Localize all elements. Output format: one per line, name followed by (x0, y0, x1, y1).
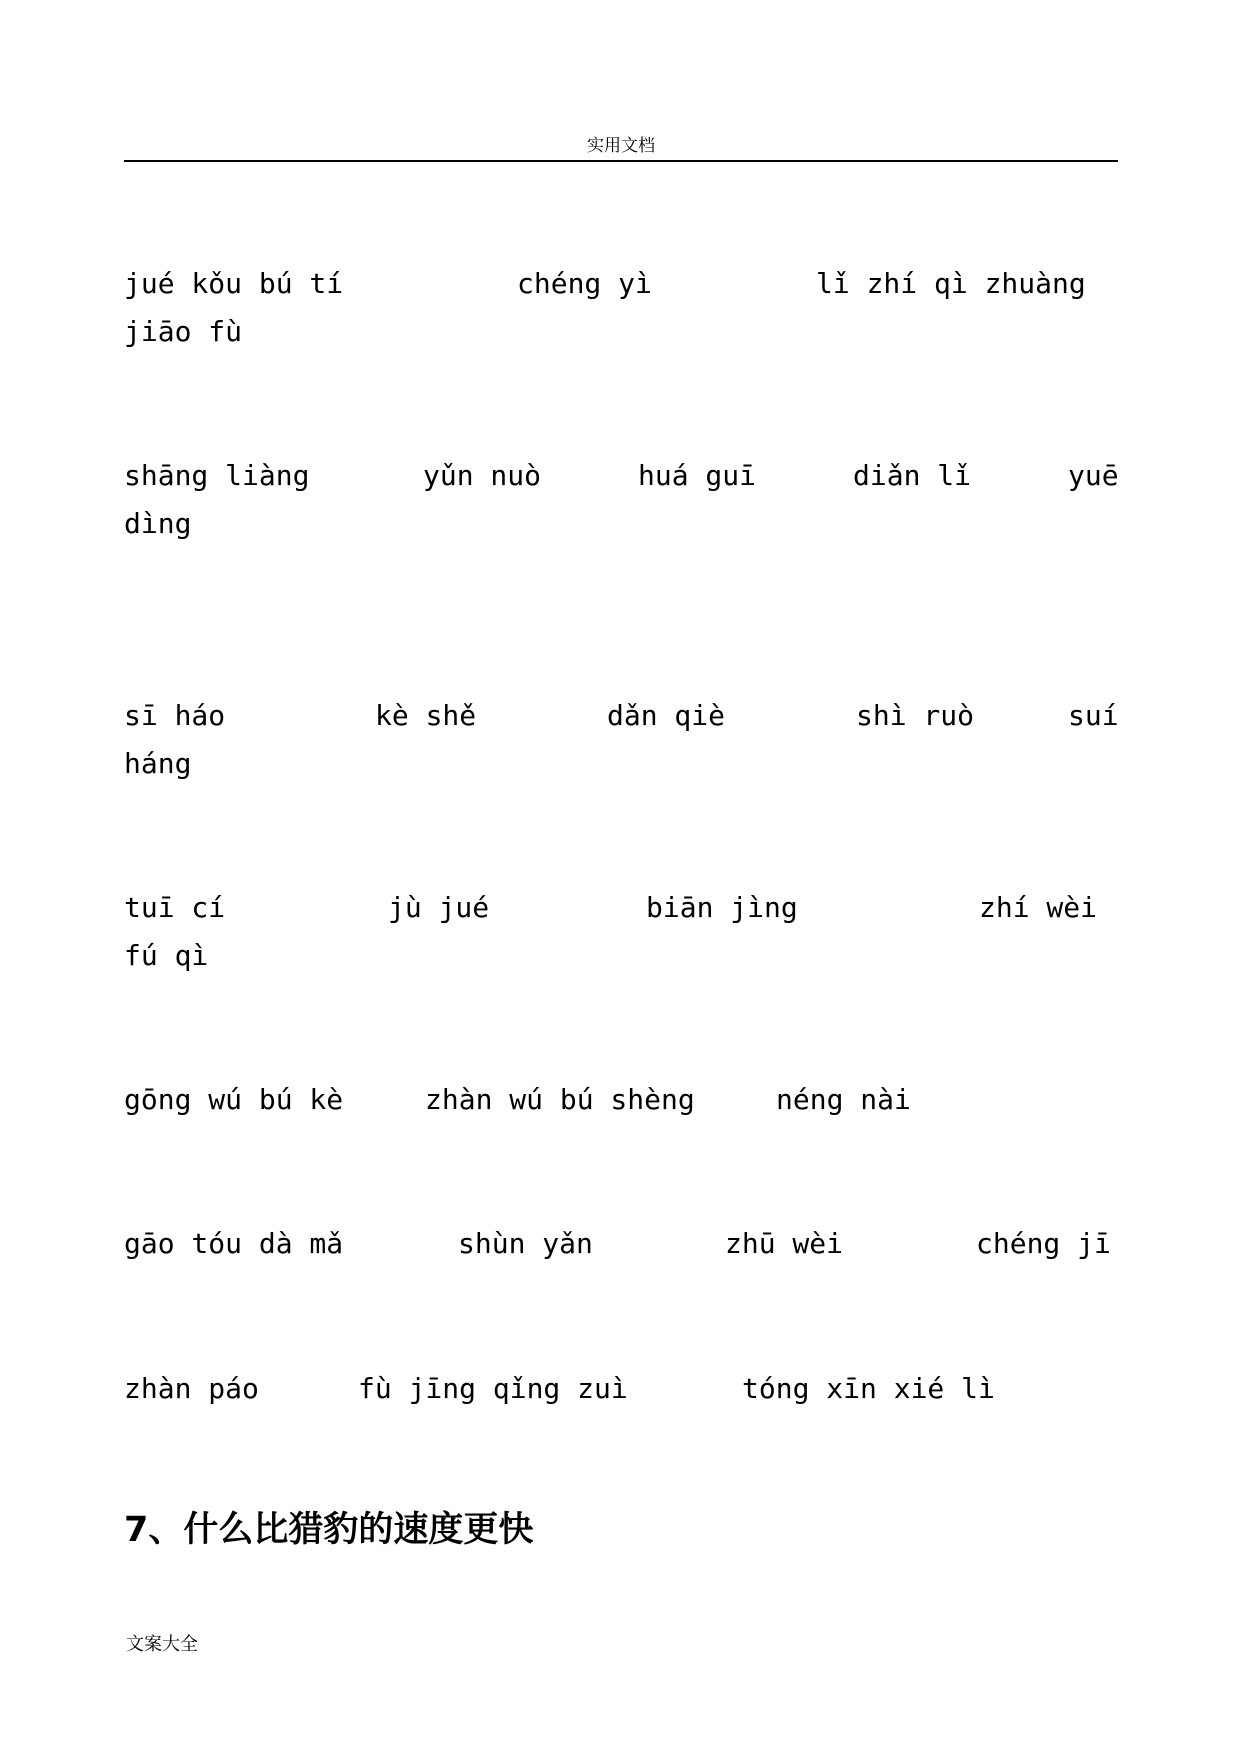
pinyin-row (124, 1076, 1118, 1176)
pinyin-word: shì ruò (856, 699, 975, 732)
pinyin-row (124, 692, 1118, 792)
pinyin-word-wrap: jiāo fù (124, 315, 243, 348)
pinyin-word: jù jué (388, 891, 490, 924)
pinyin-word: dǎn qiè (607, 699, 726, 732)
pinyin-word: biān jìng (646, 891, 798, 924)
pinyin-word: shùn yǎn (458, 1227, 593, 1260)
page-header-text: 实用文档 (587, 136, 655, 156)
pinyin-word: zhàn wú bú shèng (425, 1083, 695, 1116)
pinyin-word: tuī cí (124, 891, 226, 924)
pinyin-word: zhí wèi (979, 891, 1098, 924)
pinyin-word: zhàn páo (124, 1372, 259, 1405)
pinyin-word: jué kǒu bú tí (124, 267, 344, 300)
pinyin-word: sī háo (124, 699, 226, 732)
pinyin-word: huá guī (638, 459, 757, 492)
pinyin-word: shāng liàng (124, 459, 310, 492)
pinyin-word-wrap: fú qì (124, 939, 209, 972)
pinyin-word: suí (1068, 699, 1119, 732)
pinyin-word: yǔn nuò (423, 459, 542, 492)
pinyin-word: chéng yì (517, 267, 652, 300)
pinyin-word: chéng jī (976, 1227, 1111, 1260)
pinyin-word: yuē (1068, 459, 1119, 492)
section-heading: 7、什么比猎豹的速度更快 (124, 1510, 534, 1550)
pinyin-word: lǐ zhí qì zhuàng (816, 267, 1086, 300)
pinyin-row (124, 260, 1118, 360)
pinyin-row (124, 452, 1118, 552)
page-header (124, 136, 1118, 162)
page-footer: 文案大全 (126, 1634, 198, 1655)
pinyin-word: diǎn lǐ (853, 459, 972, 492)
pinyin-row (124, 1365, 1118, 1465)
pinyin-word: néng nài (776, 1083, 911, 1116)
pinyin-word: gāo tóu dà mǎ (124, 1227, 344, 1260)
pinyin-row (124, 1220, 1118, 1320)
pinyin-word: fù jīng qǐng zuì (358, 1372, 628, 1405)
pinyin-row (124, 884, 1118, 984)
pinyin-word: zhū wèi (725, 1227, 844, 1260)
pinyin-word: gōng wú bú kè (124, 1083, 344, 1116)
pinyin-word-wrap: háng (124, 747, 192, 780)
pinyin-word: tóng xīn xié lì (742, 1372, 995, 1405)
pinyin-word: kè shě (375, 699, 477, 732)
pinyin-word-wrap: dìng (124, 507, 192, 540)
